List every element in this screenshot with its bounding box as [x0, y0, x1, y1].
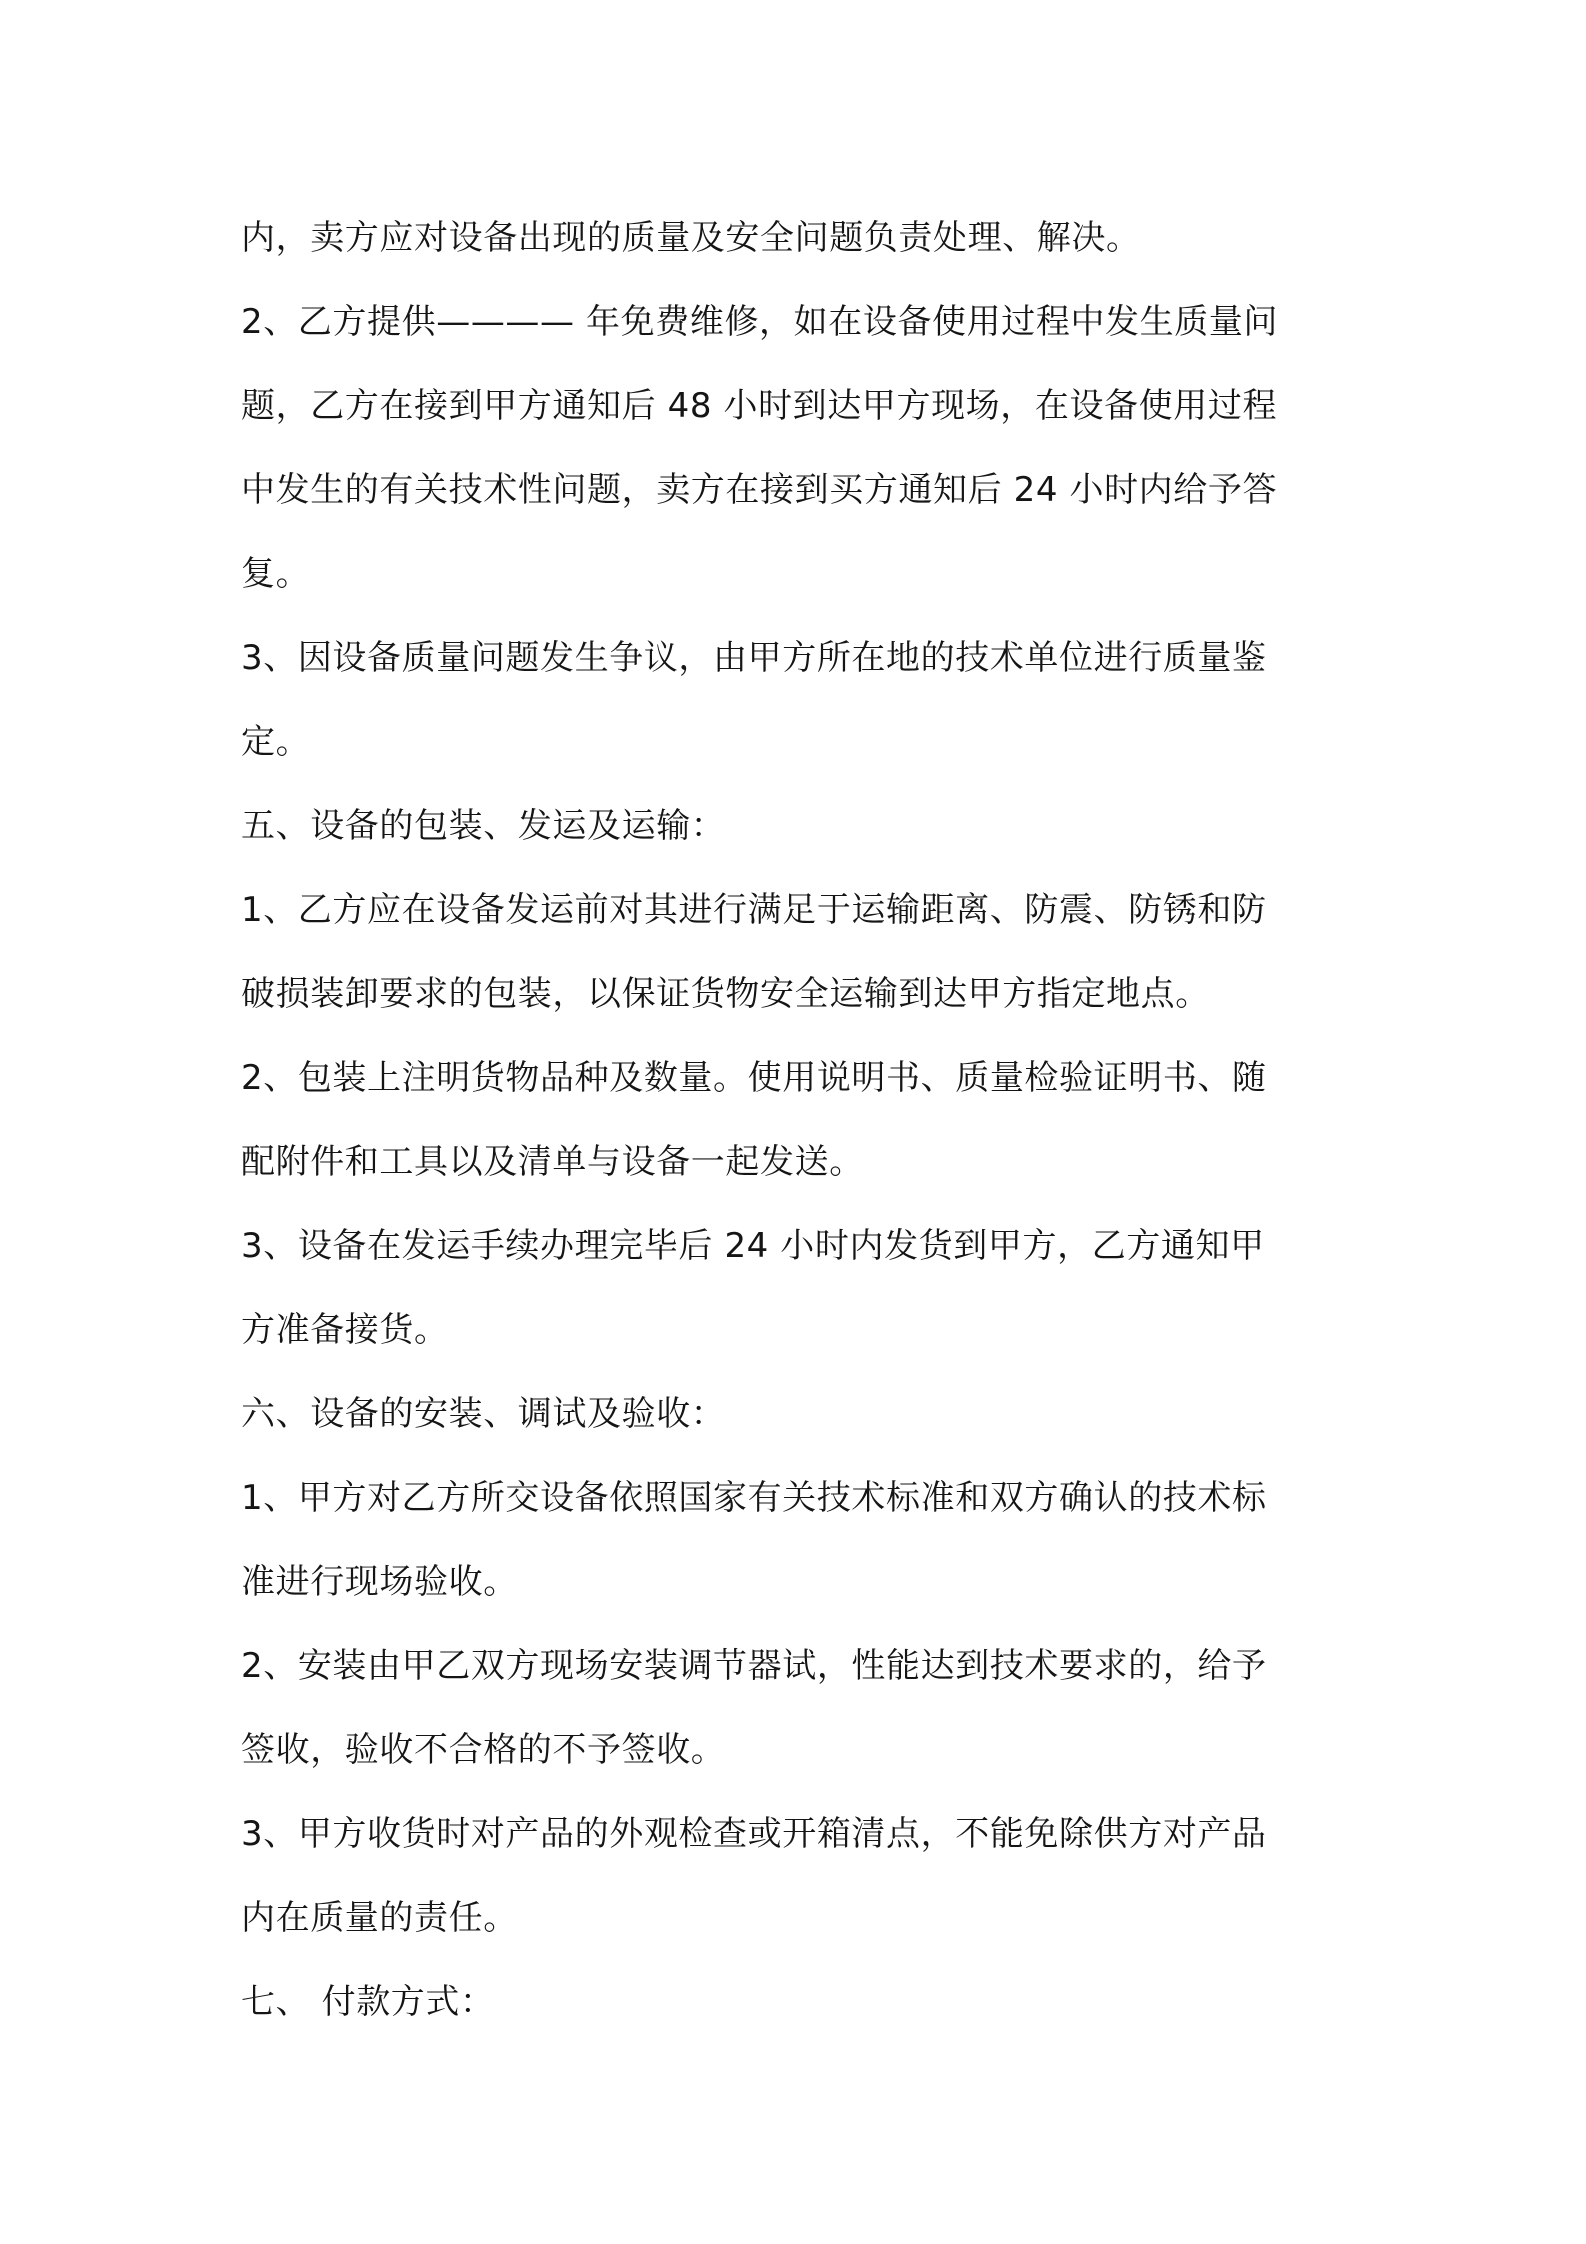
section-heading: 六、设备的安装、调试及验收：	[241, 1394, 726, 1434]
text-line: 2、乙方提供———— 年免费维修，如在设备使用过程中发生质量问	[241, 302, 1279, 342]
text-line: 方准备接货。	[241, 1310, 449, 1350]
text-line: 3、设备在发运手续办理完毕后 24 小时内发货到甲方，乙方通知甲	[241, 1226, 1265, 1266]
text-line: 中发生的有关技术性问题，卖方在接到买方通知后 24 小时内给予答	[241, 470, 1278, 510]
section-heading: 五、设备的包装、发运及运输：	[241, 806, 726, 846]
text-line: 3、因设备质量问题发生争议，由甲方所在地的技术单位进行质量鉴	[241, 638, 1267, 678]
text-line: 准进行现场验收。	[241, 1562, 518, 1602]
text-line: 3、甲方收货时对产品的外观检查或开箱清点，不能免除供方对产品	[241, 1814, 1267, 1854]
section-heading: 七、 付款方式：	[241, 1982, 495, 2022]
text-line: 配附件和工具以及清单与设备一起发送。	[241, 1142, 864, 1182]
text-line: 2、包装上注明货物品种及数量。使用说明书、质量检验证明书、随	[241, 1058, 1267, 1098]
text-line: 内在质量的责任。	[241, 1898, 518, 1938]
text-line: 题，乙方在接到甲方通知后 48 小时到达甲方现场，在设备使用过程	[241, 386, 1278, 426]
document-body	[241, 196, 1361, 2044]
text-line: 1、甲方对乙方所交设备依照国家有关技术标准和双方确认的技术标	[241, 1478, 1267, 1518]
text-line: 内，卖方应对设备出现的质量及安全问题负责处理、解决。	[241, 218, 1141, 258]
text-line: 2、安装由甲乙双方现场安装调节器试，性能达到技术要求的，给予	[241, 1646, 1267, 1686]
text-line: 1、乙方应在设备发运前对其进行满足于运输距离、防震、防锈和防	[241, 890, 1267, 930]
text-line: 定。	[241, 722, 311, 762]
text-line: 复。	[241, 554, 311, 594]
text-line: 签收，验收不合格的不予签收。	[241, 1730, 726, 1770]
text-line: 破损装卸要求的包装，以保证货物安全运输到达甲方指定地点。	[241, 974, 1210, 1014]
